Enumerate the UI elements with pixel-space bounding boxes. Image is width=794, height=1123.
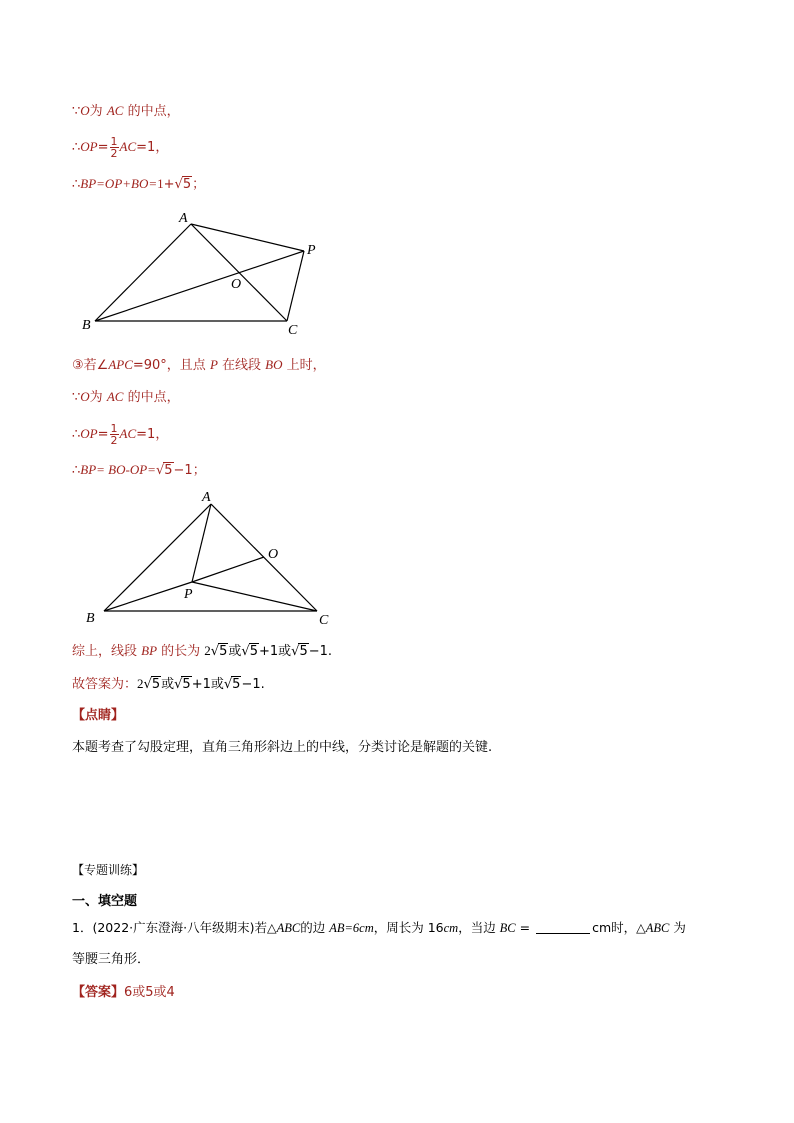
answer-row: 【答案】6或5或4 (72, 985, 175, 1000)
label-a: A (179, 211, 188, 226)
figure-quadrilateral-abcp (78, 208, 338, 338)
label-b-2: B (86, 611, 95, 626)
fraction-one-half: $\frac{1}{2}$ (110, 135, 118, 160)
label-p: P (307, 243, 316, 258)
step-bp-difference: ∴BP= BO-OP=√5−1； (72, 462, 206, 478)
segment-bp-2 (104, 582, 192, 611)
segment-pc (287, 251, 304, 321)
label-a-2: A (202, 490, 211, 505)
label-o: O (231, 277, 242, 292)
sqrt-five: √5 (174, 177, 192, 192)
comment-text: 本题考查了勾股定理，直角三角形斜边上的中线，分类讨论是解题的关键. (72, 740, 493, 755)
segment-bp (95, 251, 304, 321)
label-c-2: C (319, 613, 329, 628)
section-title: 一、填空题 (72, 894, 138, 909)
step-op-half-ac-2: ∴OP= $\frac{1}{2}$ AC=1， (72, 422, 169, 447)
figure-triangle-abc-with-p (80, 486, 340, 628)
reason-o-midpoint: ∵O为 AC 的中点， (72, 103, 180, 119)
question-1-line2: 等腰三角形． (72, 952, 151, 967)
step-op-half-ac: ∴OP= $\frac{1}{2}$ AC=1， (72, 135, 169, 160)
segment-po-2 (192, 557, 264, 582)
case-three-condition: ③若∠APC=90°，且点 P 在线段 BO 上时， (72, 357, 326, 373)
segment-ab (95, 224, 191, 321)
comment-header: 【点睛】 (72, 708, 125, 723)
segment-pc-2 (192, 582, 317, 611)
label-p-2: P (184, 587, 193, 602)
fraction-one-half-2: $\frac{1}{2}$ (110, 422, 118, 447)
segment-ap (191, 224, 304, 251)
summary-line: 综上，线段 BP 的长为 2√5或√5+1或√5−1. (72, 643, 333, 659)
label-o-2: O (268, 547, 279, 562)
label-c: C (288, 323, 298, 338)
question-1: 1．(2022·广东澄海·八年级期末)若△ABC的边 AB=6cm，周长为 16cm，当边 BC = cm时，△ABC 为 (72, 920, 686, 935)
sqrt-five-2: √5 (155, 463, 173, 478)
reason-o-midpoint-2: ∵O为 AC 的中点， (72, 389, 180, 405)
training-header: 【专题训练】 (72, 863, 145, 877)
label-b: B (82, 318, 91, 333)
answer-blank[interactable] (536, 921, 590, 934)
answer-line: 故答案为：2√5或√5+1或√5−1. (72, 676, 265, 692)
segment-ap-2 (192, 504, 211, 582)
segment-ab-2 (104, 504, 211, 611)
step-bp-sum: ∴BP=OP+BO=1+√5； (72, 176, 206, 192)
